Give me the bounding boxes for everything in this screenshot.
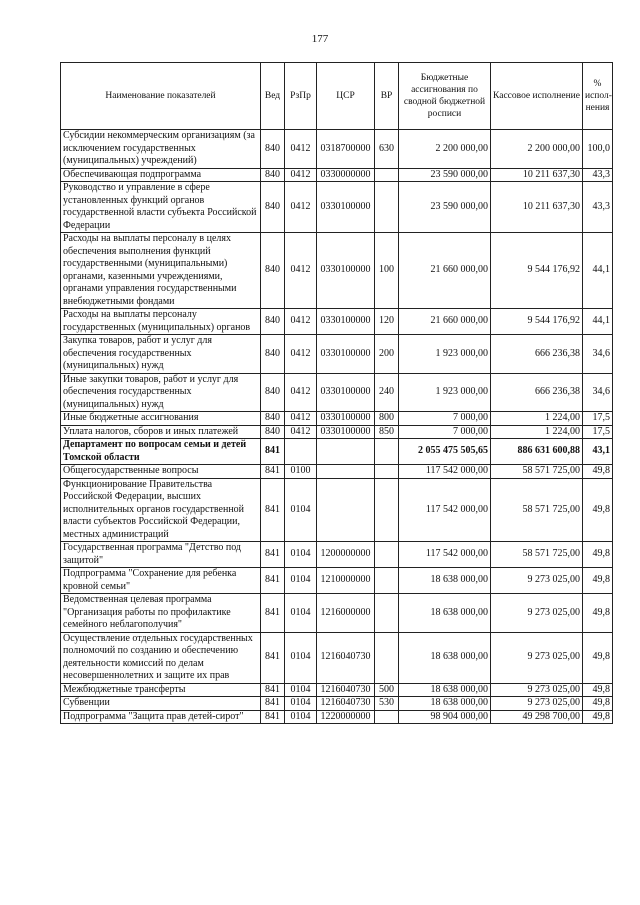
cell-vr	[375, 632, 399, 683]
cell-vr	[375, 478, 399, 542]
table-row	[61, 465, 613, 479]
cell-ved: 841	[261, 439, 285, 465]
cell-csr: 0330100000	[317, 412, 375, 426]
cell-name: Уплата налогов, сборов и иных платежей	[61, 425, 261, 439]
cell-vr: 100	[375, 233, 399, 309]
cell-ved: 841	[261, 683, 285, 697]
table-row	[61, 632, 613, 683]
cell-csr	[317, 465, 375, 479]
cell-percent: 49,8	[583, 542, 613, 568]
cell-cash: 1 224,00	[491, 425, 583, 439]
cell-csr: 1216040730	[317, 697, 375, 711]
header-percent: % испол- нения	[583, 63, 613, 130]
cell-cash: 9 273 025,00	[491, 632, 583, 683]
cell-vr: 240	[375, 373, 399, 412]
table-row	[61, 478, 613, 542]
cell-csr: 0330100000	[317, 182, 375, 233]
cell-budget: 18 638 000,00	[399, 568, 491, 594]
header-ved: Вед	[261, 63, 285, 130]
table-row	[61, 568, 613, 594]
cell-ved: 840	[261, 309, 285, 335]
cell-budget: 7 000,00	[399, 425, 491, 439]
table-header-row	[61, 63, 613, 130]
header-budget: Бюджетные ассигнования по сводной бюджетной росписи	[399, 63, 491, 130]
cell-budget: 117 542 000,00	[399, 465, 491, 479]
budget-execution-table	[60, 62, 613, 724]
cell-rzpr: 0412	[285, 168, 317, 182]
cell-csr: 1210000000	[317, 568, 375, 594]
cell-budget: 117 542 000,00	[399, 478, 491, 542]
cell-ved: 841	[261, 542, 285, 568]
cell-vr	[375, 465, 399, 479]
cell-cash: 1 224,00	[491, 412, 583, 426]
cell-percent: 43,1	[583, 439, 613, 465]
cell-percent: 49,8	[583, 632, 613, 683]
cell-rzpr: 0104	[285, 568, 317, 594]
cell-rzpr: 0412	[285, 130, 317, 169]
cell-percent: 17,5	[583, 412, 613, 426]
cell-rzpr: 0412	[285, 425, 317, 439]
header-rzpr: РзПр	[285, 63, 317, 130]
cell-percent: 100,0	[583, 130, 613, 169]
cell-vr: 630	[375, 130, 399, 169]
header-name: Наименование показателей	[61, 63, 261, 130]
page-number: 177	[311, 33, 329, 45]
cell-percent: 44,1	[583, 233, 613, 309]
table-row	[61, 412, 613, 426]
cell-budget: 23 590 000,00	[399, 182, 491, 233]
cell-cash: 58 571 725,00	[491, 478, 583, 542]
cell-ved: 841	[261, 465, 285, 479]
cell-cash: 9 273 025,00	[491, 697, 583, 711]
cell-budget: 23 590 000,00	[399, 168, 491, 182]
cell-csr: 1216040730	[317, 632, 375, 683]
cell-rzpr: 0412	[285, 373, 317, 412]
cell-name: Государственная программа "Детство под защитой"	[61, 542, 261, 568]
cell-csr: 0330000000	[317, 168, 375, 182]
cell-name: Субвенции	[61, 697, 261, 711]
cell-name: Руководство и управление в сфере установленных функций органов государственной власти субъекта Российской Федерации	[61, 182, 261, 233]
table-row	[61, 182, 613, 233]
cell-cash: 58 571 725,00	[491, 542, 583, 568]
cell-cash: 666 236,38	[491, 335, 583, 374]
cell-rzpr: 0412	[285, 233, 317, 309]
cell-name: Функционирование Правительства Российской Федерации, высших исполнительных органов государственной власти субъектов Российской Федерации, местных администраций	[61, 478, 261, 542]
cell-cash: 886 631 600,88	[491, 439, 583, 465]
table-row	[61, 168, 613, 182]
cell-csr	[317, 439, 375, 465]
cell-rzpr: 0104	[285, 542, 317, 568]
cell-cash: 9 273 025,00	[491, 683, 583, 697]
cell-csr: 0330100000	[317, 233, 375, 309]
cell-rzpr: 0412	[285, 335, 317, 374]
cell-rzpr: 0104	[285, 478, 317, 542]
cell-vr: 850	[375, 425, 399, 439]
cell-ved: 840	[261, 182, 285, 233]
cell-name: Осуществление отдельных государственных полномочий по созданию и обеспечению деятельности комиссий по делам несовершеннолетних и защите их прав	[61, 632, 261, 683]
table-row	[61, 697, 613, 711]
cell-rzpr: 0104	[285, 683, 317, 697]
cell-ved: 841	[261, 632, 285, 683]
cell-percent: 49,8	[583, 697, 613, 711]
cell-percent: 43,3	[583, 182, 613, 233]
cell-percent: 49,8	[583, 683, 613, 697]
cell-ved: 840	[261, 425, 285, 439]
cell-name: Иные бюджетные ассигнования	[61, 412, 261, 426]
cell-vr	[375, 594, 399, 633]
cell-percent: 49,8	[583, 568, 613, 594]
cell-budget: 2 055 475 505,65	[399, 439, 491, 465]
cell-csr: 0318700000	[317, 130, 375, 169]
cell-name: Межбюджетные трансферты	[61, 683, 261, 697]
cell-rzpr: 0100	[285, 465, 317, 479]
cell-percent: 49,8	[583, 478, 613, 542]
cell-rzpr: 0104	[285, 632, 317, 683]
cell-cash: 10 211 637,30	[491, 168, 583, 182]
cell-ved: 840	[261, 412, 285, 426]
table-row	[61, 542, 613, 568]
cell-cash: 9 273 025,00	[491, 568, 583, 594]
table-row	[61, 683, 613, 697]
cell-name: Расходы на выплаты персоналу государственных (муниципальных) органов	[61, 309, 261, 335]
table-row	[61, 425, 613, 439]
cell-percent: 49,8	[583, 710, 613, 724]
cell-name: Закупка товаров, работ и услуг для обеспечения государственных (муниципальных) нужд	[61, 335, 261, 374]
cell-name: Подпрограмма "Сохранение для ребенка кровной семьи"	[61, 568, 261, 594]
cell-vr: 800	[375, 412, 399, 426]
cell-budget: 117 542 000,00	[399, 542, 491, 568]
cell-budget: 98 904 000,00	[399, 710, 491, 724]
cell-budget: 18 638 000,00	[399, 594, 491, 633]
cell-rzpr: 0412	[285, 182, 317, 233]
cell-ved: 840	[261, 130, 285, 169]
cell-percent: 49,8	[583, 465, 613, 479]
cell-percent: 44,1	[583, 309, 613, 335]
cell-ved: 840	[261, 373, 285, 412]
cell-budget: 18 638 000,00	[399, 632, 491, 683]
cell-cash: 666 236,38	[491, 373, 583, 412]
cell-cash: 9 273 025,00	[491, 594, 583, 633]
cell-vr	[375, 182, 399, 233]
cell-name: Обеспечивающая подпрограмма	[61, 168, 261, 182]
table-row	[61, 439, 613, 465]
cell-name: Субсидии некоммерческим организациям (за исключением государственных (муниципальных) учреждений)	[61, 130, 261, 169]
cell-name: Иные закупки товаров, работ и услуг для обеспечения государственных (муниципальных) нужд	[61, 373, 261, 412]
cell-budget: 18 638 000,00	[399, 683, 491, 697]
cell-cash: 10 211 637,30	[491, 182, 583, 233]
cell-csr: 1200000000	[317, 542, 375, 568]
cell-name: Ведомственная целевая программа "Организация работы по профилактике семейного неблагополучия"	[61, 594, 261, 633]
header-csr: ЦСР	[317, 63, 375, 130]
cell-vr: 200	[375, 335, 399, 374]
cell-percent: 43,3	[583, 168, 613, 182]
cell-vr	[375, 568, 399, 594]
cell-vr	[375, 439, 399, 465]
cell-ved: 840	[261, 168, 285, 182]
cell-cash: 58 571 725,00	[491, 465, 583, 479]
cell-rzpr: 0104	[285, 697, 317, 711]
cell-csr: 1216040730	[317, 683, 375, 697]
cell-budget: 21 660 000,00	[399, 233, 491, 309]
cell-csr	[317, 478, 375, 542]
cell-vr: 530	[375, 697, 399, 711]
cell-cash: 49 298 700,00	[491, 710, 583, 724]
cell-vr	[375, 710, 399, 724]
table-row	[61, 335, 613, 374]
cell-ved: 841	[261, 594, 285, 633]
cell-rzpr: 0104	[285, 710, 317, 724]
cell-cash: 9 544 176,92	[491, 309, 583, 335]
table-body	[61, 130, 613, 724]
cell-rzpr: 0412	[285, 309, 317, 335]
cell-name: Общегосударственные вопросы	[61, 465, 261, 479]
cell-budget: 18 638 000,00	[399, 697, 491, 711]
cell-name: Расходы на выплаты персоналу в целях обеспечения выполнения функций государственными (муниципальными) органами, казенными учреждениями, органами управления государственными внебюджетными фондами	[61, 233, 261, 309]
cell-percent: 34,6	[583, 373, 613, 412]
cell-budget: 21 660 000,00	[399, 309, 491, 335]
cell-percent: 17,5	[583, 425, 613, 439]
cell-rzpr: 0104	[285, 594, 317, 633]
cell-csr: 0330100000	[317, 309, 375, 335]
cell-name: Подпрограмма "Защита прав детей-сирот"	[61, 710, 261, 724]
cell-cash: 9 544 176,92	[491, 233, 583, 309]
cell-csr: 0330100000	[317, 425, 375, 439]
table-row	[61, 130, 613, 169]
cell-rzpr: 0412	[285, 412, 317, 426]
table-row	[61, 233, 613, 309]
cell-percent: 34,6	[583, 335, 613, 374]
cell-ved: 841	[261, 697, 285, 711]
cell-ved: 840	[261, 335, 285, 374]
cell-csr: 1216000000	[317, 594, 375, 633]
cell-rzpr	[285, 439, 317, 465]
cell-csr: 0330100000	[317, 373, 375, 412]
table-row	[61, 710, 613, 724]
cell-budget: 1 923 000,00	[399, 335, 491, 374]
cell-vr	[375, 542, 399, 568]
cell-csr: 0330100000	[317, 335, 375, 374]
table-row	[61, 309, 613, 335]
cell-ved: 841	[261, 568, 285, 594]
cell-vr: 120	[375, 309, 399, 335]
table-row	[61, 594, 613, 633]
cell-csr: 1220000000	[317, 710, 375, 724]
cell-ved: 841	[261, 710, 285, 724]
cell-ved: 841	[261, 478, 285, 542]
cell-ved: 840	[261, 233, 285, 309]
header-cash: Кассовое исполнение	[491, 63, 583, 130]
cell-percent: 49,8	[583, 594, 613, 633]
cell-cash: 2 200 000,00	[491, 130, 583, 169]
cell-budget: 1 923 000,00	[399, 373, 491, 412]
cell-vr	[375, 168, 399, 182]
cell-budget: 7 000,00	[399, 412, 491, 426]
table-row	[61, 373, 613, 412]
header-vr: ВР	[375, 63, 399, 130]
cell-vr: 500	[375, 683, 399, 697]
cell-name: Департамент по вопросам семьи и детей Томской области	[61, 439, 261, 465]
cell-budget: 2 200 000,00	[399, 130, 491, 169]
